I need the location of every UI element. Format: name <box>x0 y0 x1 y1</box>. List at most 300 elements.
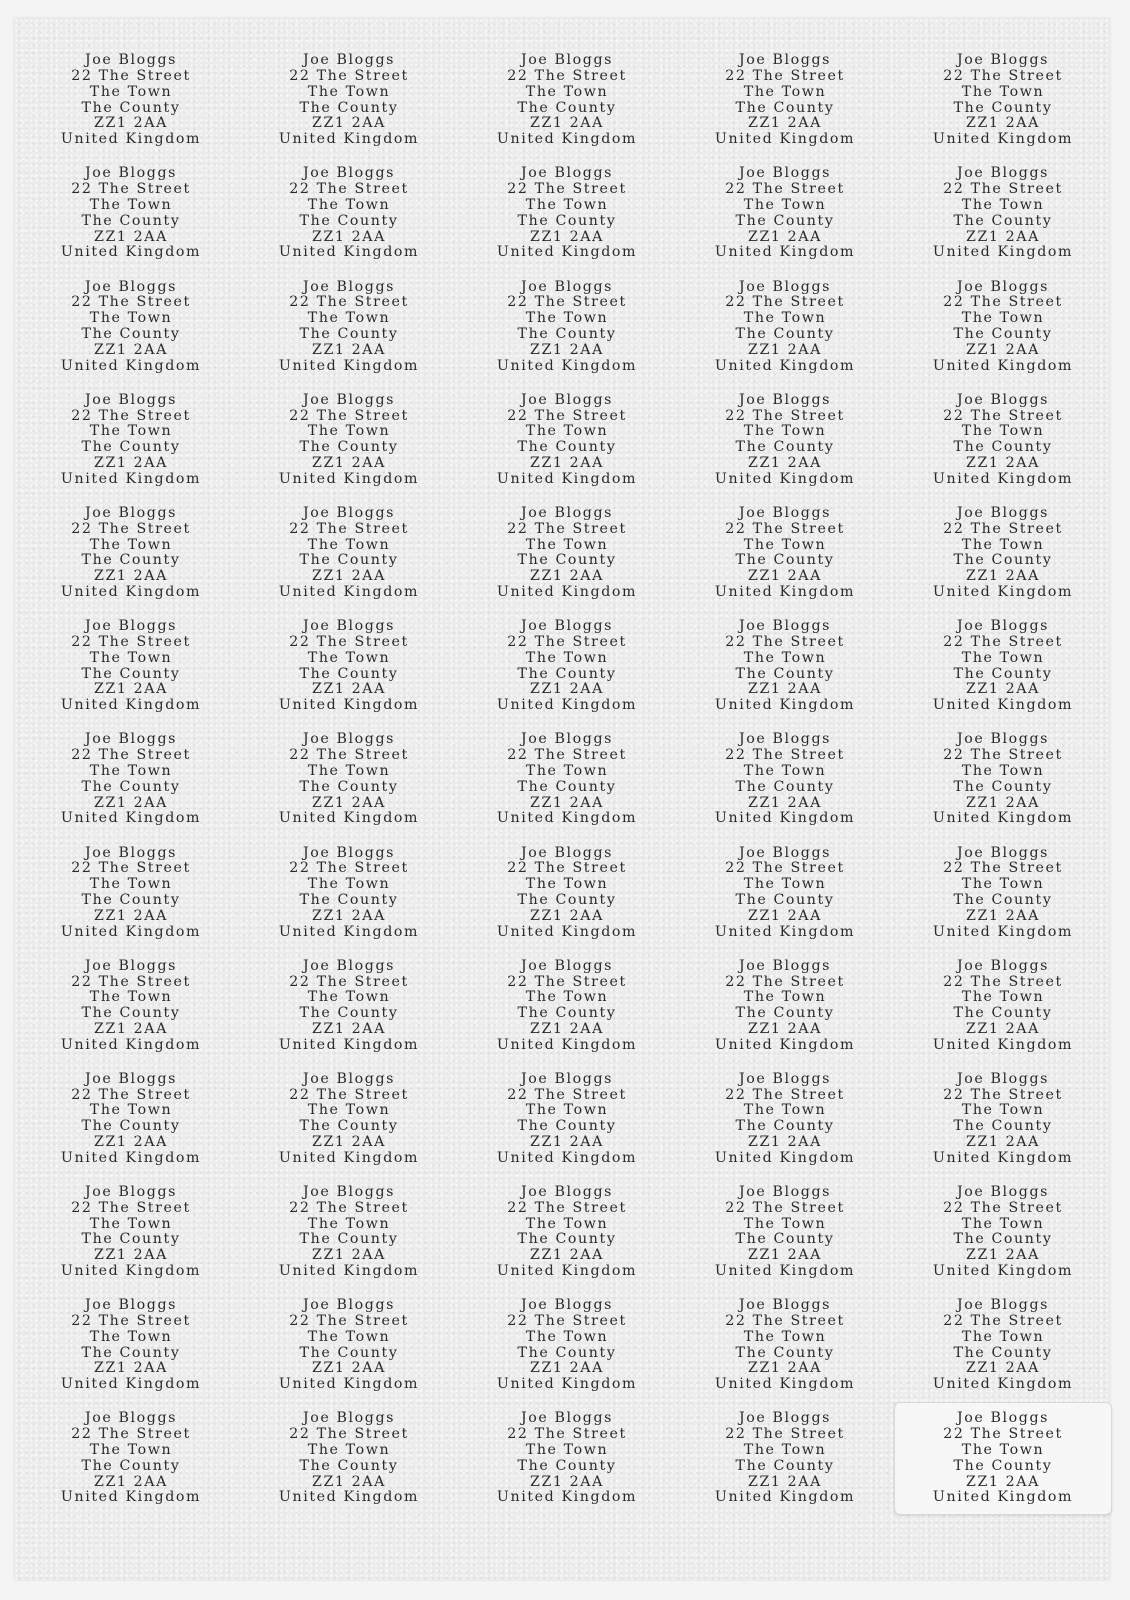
address-line: 22 The Street <box>725 68 845 84</box>
address-label <box>894 384 1112 497</box>
address-line: 22 The Street <box>289 973 409 990</box>
address-line: The Town <box>525 989 609 1006</box>
address-line: Joe Bloggs <box>302 391 396 408</box>
address-label <box>894 497 1112 610</box>
address-line: The County <box>735 778 835 795</box>
address-line: The County <box>81 552 181 569</box>
address-line: The County <box>517 1231 617 1248</box>
address-line: ZZ1 2AA <box>312 1360 386 1377</box>
address-label <box>894 723 1112 836</box>
address-line: Joe Bloggs <box>520 165 614 182</box>
address-line: United Kingdom <box>278 810 420 827</box>
address-line: The County <box>953 1005 1053 1022</box>
address-line: The County <box>299 1457 399 1474</box>
address-line: 22 The Street <box>507 1199 627 1216</box>
address-line: Joe Bloggs <box>84 165 178 182</box>
address-line: ZZ1 2AA <box>312 907 386 924</box>
address-line: The County <box>735 1457 835 1474</box>
address-line: United Kingdom <box>60 697 202 714</box>
address-line: The County <box>299 1344 399 1361</box>
address-line: United Kingdom <box>932 1263 1074 1280</box>
address-line: United Kingdom <box>60 131 202 148</box>
address-line: ZZ1 2AA <box>530 1020 604 1037</box>
address-label <box>22 1289 240 1402</box>
address-line: ZZ1 2AA <box>312 568 386 585</box>
address-line: 22 The Street <box>507 860 627 877</box>
address-line: 22 The Street <box>943 407 1063 424</box>
address-line: The Town <box>961 536 1045 553</box>
address-line: Joe Bloggs <box>84 1297 178 1314</box>
address-line: ZZ1 2AA <box>94 1473 168 1490</box>
address-line: The Town <box>525 762 609 779</box>
address-line: ZZ1 2AA <box>94 454 168 471</box>
address-line: 22 The Street <box>725 181 845 198</box>
address-line: The Town <box>961 1215 1045 1232</box>
address-line: The County <box>953 891 1053 908</box>
address-line: 22 The Street <box>725 1313 845 1330</box>
address-line: The County <box>299 1118 399 1135</box>
address-line: ZZ1 2AA <box>312 341 386 358</box>
address-line: United Kingdom <box>932 583 1074 600</box>
address-line: The Town <box>743 83 827 100</box>
address-line: 22 The Street <box>725 747 845 764</box>
address-line: The County <box>81 778 181 795</box>
address-line: The County <box>81 1344 181 1361</box>
address-line: ZZ1 2AA <box>748 1020 822 1037</box>
address-line: The Town <box>307 876 391 893</box>
address-line: 22 The Street <box>725 520 845 537</box>
address-line: The Town <box>743 762 827 779</box>
address-line: The County <box>735 1005 835 1022</box>
address-line: United Kingdom <box>60 244 202 261</box>
address-line: The Town <box>961 423 1045 440</box>
address-line: The Town <box>525 536 609 553</box>
address-line: 22 The Street <box>507 1313 627 1330</box>
address-label <box>676 1176 894 1289</box>
address-line: 22 The Street <box>289 1313 409 1330</box>
address-line: The Town <box>307 536 391 553</box>
address-line: The County <box>81 1457 181 1474</box>
address-line: The County <box>953 665 1053 682</box>
address-line: ZZ1 2AA <box>94 228 168 245</box>
address-line: 22 The Street <box>725 407 845 424</box>
address-line: 22 The Street <box>289 181 409 198</box>
address-line: The Town <box>307 1328 391 1345</box>
address-line: ZZ1 2AA <box>530 1473 604 1490</box>
address-line: Joe Bloggs <box>738 618 832 635</box>
address-line: ZZ1 2AA <box>530 568 604 585</box>
address-line: United Kingdom <box>60 810 202 827</box>
address-line: Joe Bloggs <box>738 504 832 521</box>
address-line: United Kingdom <box>496 810 638 827</box>
address-line: United Kingdom <box>714 810 856 827</box>
address-line: United Kingdom <box>714 131 856 148</box>
address-line: 22 The Street <box>71 294 191 311</box>
address-label <box>240 1289 458 1402</box>
address-line: Joe Bloggs <box>738 957 832 974</box>
address-line: United Kingdom <box>496 697 638 714</box>
address-line: ZZ1 2AA <box>530 907 604 924</box>
address-line: Joe Bloggs <box>84 618 178 635</box>
address-line: The County <box>953 1344 1053 1361</box>
address-line: ZZ1 2AA <box>312 681 386 698</box>
address-line: Joe Bloggs <box>738 731 832 748</box>
address-line: 22 The Street <box>71 407 191 424</box>
address-line: United Kingdom <box>278 1149 420 1166</box>
address-line: 22 The Street <box>289 633 409 650</box>
address-line: The County <box>299 891 399 908</box>
address-line: The County <box>299 1005 399 1022</box>
address-label <box>676 836 894 949</box>
address-line: United Kingdom <box>714 1376 856 1393</box>
address-line: ZZ1 2AA <box>966 1360 1040 1377</box>
address-label <box>894 1176 1112 1289</box>
address-label <box>22 950 240 1063</box>
address-line: United Kingdom <box>932 470 1074 487</box>
address-label <box>458 1289 676 1402</box>
address-line: ZZ1 2AA <box>312 794 386 811</box>
address-line: Joe Bloggs <box>520 844 614 861</box>
address-line: Joe Bloggs <box>84 278 178 295</box>
address-label <box>676 1063 894 1176</box>
address-line: The County <box>517 665 617 682</box>
address-line: United Kingdom <box>60 1036 202 1053</box>
address-line: United Kingdom <box>60 583 202 600</box>
address-line: United Kingdom <box>932 1036 1074 1053</box>
address-line: 22 The Street <box>71 181 191 198</box>
address-line: 22 The Street <box>507 294 627 311</box>
address-line: United Kingdom <box>278 357 420 374</box>
address-line: The Town <box>307 989 391 1006</box>
address-line: 22 The Street <box>71 747 191 764</box>
address-line: 22 The Street <box>289 1086 409 1103</box>
address-line: Joe Bloggs <box>84 731 178 748</box>
address-line: The Town <box>89 1328 173 1345</box>
address-line: The Town <box>961 196 1045 213</box>
address-line: The County <box>299 212 399 229</box>
address-label <box>22 44 240 157</box>
address-line: 22 The Street <box>507 181 627 198</box>
address-label <box>676 497 894 610</box>
address-line: Joe Bloggs <box>302 957 396 974</box>
address-line: 22 The Street <box>943 520 1063 537</box>
address-line: ZZ1 2AA <box>748 115 822 132</box>
address-label <box>240 157 458 270</box>
address-line: The County <box>299 778 399 795</box>
address-line: ZZ1 2AA <box>748 568 822 585</box>
address-line: The County <box>81 1005 181 1022</box>
address-label <box>458 384 676 497</box>
address-line: The Town <box>961 989 1045 1006</box>
address-line: 22 The Street <box>289 520 409 537</box>
address-line: 22 The Street <box>71 520 191 537</box>
address-line: The Town <box>961 1328 1045 1345</box>
address-line: ZZ1 2AA <box>748 1134 822 1151</box>
address-label <box>240 384 458 497</box>
address-line: Joe Bloggs <box>956 1070 1050 1087</box>
address-line: 22 The Street <box>289 1199 409 1216</box>
address-line: The Town <box>525 1442 609 1459</box>
address-line: The Town <box>307 83 391 100</box>
address-line: The Town <box>961 1442 1045 1459</box>
address-line: The Town <box>89 423 173 440</box>
address-line: ZZ1 2AA <box>748 454 822 471</box>
address-line: 22 The Street <box>71 973 191 990</box>
address-label <box>894 270 1112 383</box>
address-label <box>240 497 458 610</box>
address-label <box>458 610 676 723</box>
address-line: United Kingdom <box>496 923 638 940</box>
address-label <box>458 157 676 270</box>
address-line: United Kingdom <box>278 131 420 148</box>
address-line: United Kingdom <box>496 1489 638 1506</box>
address-line: The Town <box>89 762 173 779</box>
address-line: ZZ1 2AA <box>966 794 1040 811</box>
address-line: 22 The Street <box>725 633 845 650</box>
address-line: ZZ1 2AA <box>748 228 822 245</box>
address-line: Joe Bloggs <box>302 165 396 182</box>
address-label <box>240 44 458 157</box>
address-line: 22 The Street <box>507 520 627 537</box>
address-line: The County <box>735 552 835 569</box>
address-line: Joe Bloggs <box>738 165 832 182</box>
address-line: The Town <box>307 196 391 213</box>
address-line: The Town <box>743 310 827 327</box>
address-line: The Town <box>743 649 827 666</box>
address-label <box>676 950 894 1063</box>
address-line: Joe Bloggs <box>84 52 178 69</box>
address-line: ZZ1 2AA <box>966 681 1040 698</box>
address-line: 22 The Street <box>289 68 409 84</box>
address-line: United Kingdom <box>714 1489 856 1506</box>
address-line: 22 The Street <box>289 294 409 311</box>
address-line: The Town <box>525 196 609 213</box>
address-line: The County <box>299 1231 399 1248</box>
address-label <box>22 497 240 610</box>
address-line: United Kingdom <box>278 697 420 714</box>
address-label <box>894 1289 1112 1402</box>
address-line: United Kingdom <box>932 697 1074 714</box>
address-line: Joe Bloggs <box>520 1070 614 1087</box>
address-line: ZZ1 2AA <box>966 1473 1040 1490</box>
address-line: ZZ1 2AA <box>966 1134 1040 1151</box>
address-label <box>22 1176 240 1289</box>
address-line: United Kingdom <box>278 470 420 487</box>
address-line: United Kingdom <box>714 1263 856 1280</box>
address-line: Joe Bloggs <box>302 1070 396 1087</box>
address-line: Joe Bloggs <box>956 504 1050 521</box>
address-label <box>458 270 676 383</box>
address-line: The County <box>517 212 617 229</box>
address-line: Joe Bloggs <box>520 1184 614 1201</box>
address-line: ZZ1 2AA <box>530 341 604 358</box>
address-label <box>22 384 240 497</box>
address-line: The Town <box>743 1442 827 1459</box>
address-line: ZZ1 2AA <box>312 115 386 132</box>
address-line: United Kingdom <box>496 583 638 600</box>
address-line: The County <box>953 439 1053 456</box>
address-line: United Kingdom <box>932 1376 1074 1393</box>
address-line: ZZ1 2AA <box>94 1247 168 1264</box>
address-line: The County <box>81 1118 181 1135</box>
address-line: The County <box>953 1231 1053 1248</box>
address-line: Joe Bloggs <box>956 957 1050 974</box>
address-line: ZZ1 2AA <box>94 907 168 924</box>
address-line: The Town <box>89 1442 173 1459</box>
address-line: ZZ1 2AA <box>966 1020 1040 1037</box>
address-line: The Town <box>307 423 391 440</box>
address-line: ZZ1 2AA <box>530 1247 604 1264</box>
address-line: ZZ1 2AA <box>94 1020 168 1037</box>
address-line: United Kingdom <box>714 1036 856 1053</box>
address-line: The County <box>517 1118 617 1135</box>
address-line: The Town <box>525 876 609 893</box>
address-line: United Kingdom <box>278 1489 420 1506</box>
address-line: The Town <box>961 876 1045 893</box>
address-label <box>676 384 894 497</box>
address-label <box>240 1063 458 1176</box>
address-line: ZZ1 2AA <box>94 681 168 698</box>
address-line: ZZ1 2AA <box>94 1360 168 1377</box>
address-line: United Kingdom <box>60 1376 202 1393</box>
address-line: Joe Bloggs <box>956 52 1050 69</box>
address-line: ZZ1 2AA <box>94 115 168 132</box>
address-line: The County <box>735 439 835 456</box>
address-line: ZZ1 2AA <box>748 1247 822 1264</box>
address-label <box>458 723 676 836</box>
address-line: ZZ1 2AA <box>312 1134 386 1151</box>
address-line: The County <box>81 212 181 229</box>
address-line: The Town <box>89 989 173 1006</box>
address-line: United Kingdom <box>60 357 202 374</box>
address-line: 22 The Street <box>943 1199 1063 1216</box>
address-line: 22 The Street <box>943 294 1063 311</box>
address-line: Joe Bloggs <box>302 1410 396 1427</box>
address-line: 22 The Street <box>943 68 1063 84</box>
address-line: United Kingdom <box>496 1149 638 1166</box>
address-line: The County <box>81 439 181 456</box>
address-line: Joe Bloggs <box>738 1297 832 1314</box>
address-line: ZZ1 2AA <box>966 907 1040 924</box>
address-label <box>458 1176 676 1289</box>
address-label <box>22 1063 240 1176</box>
address-line: 22 The Street <box>71 1426 191 1443</box>
address-label <box>458 1063 676 1176</box>
address-line: ZZ1 2AA <box>94 1134 168 1151</box>
address-line: Joe Bloggs <box>738 278 832 295</box>
address-line: Joe Bloggs <box>738 1184 832 1201</box>
address-line: The Town <box>525 83 609 100</box>
address-label <box>240 610 458 723</box>
address-line: Joe Bloggs <box>520 391 614 408</box>
address-line: The Town <box>89 83 173 100</box>
address-line: ZZ1 2AA <box>312 454 386 471</box>
address-line: The County <box>81 665 181 682</box>
address-line: Joe Bloggs <box>738 1070 832 1087</box>
address-line: ZZ1 2AA <box>530 1134 604 1151</box>
address-line: United Kingdom <box>932 131 1074 148</box>
address-line: Joe Bloggs <box>302 1184 396 1201</box>
address-line: 22 The Street <box>725 294 845 311</box>
address-line: United Kingdom <box>278 1376 420 1393</box>
address-line: 22 The Street <box>725 1199 845 1216</box>
address-line: 22 The Street <box>507 1086 627 1103</box>
address-label <box>676 1402 894 1515</box>
address-line: 22 The Street <box>725 973 845 990</box>
address-line: 22 The Street <box>943 181 1063 198</box>
address-line: ZZ1 2AA <box>312 1473 386 1490</box>
address-line: ZZ1 2AA <box>748 1473 822 1490</box>
address-line: Joe Bloggs <box>84 504 178 521</box>
address-line: United Kingdom <box>60 1149 202 1166</box>
address-line: Joe Bloggs <box>84 1184 178 1201</box>
address-line: United Kingdom <box>278 1036 420 1053</box>
address-line: Joe Bloggs <box>302 1297 396 1314</box>
address-label <box>240 723 458 836</box>
address-line: ZZ1 2AA <box>966 454 1040 471</box>
address-line: 22 The Street <box>507 407 627 424</box>
address-label <box>240 950 458 1063</box>
address-line: 22 The Street <box>943 1426 1063 1443</box>
address-line: Joe Bloggs <box>302 504 396 521</box>
address-line: 22 The Street <box>71 860 191 877</box>
address-line: Joe Bloggs <box>956 731 1050 748</box>
address-line: 22 The Street <box>943 1086 1063 1103</box>
address-line: United Kingdom <box>714 583 856 600</box>
address-line: ZZ1 2AA <box>748 341 822 358</box>
address-line: 22 The Street <box>943 747 1063 764</box>
address-line: The Town <box>743 876 827 893</box>
address-label <box>894 157 1112 270</box>
address-line: United Kingdom <box>496 1263 638 1280</box>
address-line: Joe Bloggs <box>520 278 614 295</box>
address-line: The Town <box>525 310 609 327</box>
address-line: ZZ1 2AA <box>530 454 604 471</box>
address-line: The County <box>953 1457 1053 1474</box>
address-line: 22 The Street <box>943 1313 1063 1330</box>
address-line: The Town <box>961 1102 1045 1119</box>
address-line: ZZ1 2AA <box>748 794 822 811</box>
address-line: The County <box>517 778 617 795</box>
address-line: The County <box>299 325 399 342</box>
address-line: Joe Bloggs <box>520 1297 614 1314</box>
address-line: The Town <box>525 649 609 666</box>
address-line: The Town <box>307 649 391 666</box>
address-line: United Kingdom <box>278 244 420 261</box>
address-line: Joe Bloggs <box>956 844 1050 861</box>
address-line: Joe Bloggs <box>520 1410 614 1427</box>
address-line: The County <box>735 1344 835 1361</box>
address-line: 22 The Street <box>507 747 627 764</box>
address-line: Joe Bloggs <box>84 1070 178 1087</box>
address-line: Joe Bloggs <box>520 52 614 69</box>
address-line: Joe Bloggs <box>738 1410 832 1427</box>
address-line: United Kingdom <box>60 470 202 487</box>
address-line: The County <box>517 1457 617 1474</box>
address-line: Joe Bloggs <box>520 731 614 748</box>
address-line: ZZ1 2AA <box>748 907 822 924</box>
address-line: The Town <box>743 1102 827 1119</box>
address-line: United Kingdom <box>496 131 638 148</box>
address-line: The Town <box>961 649 1045 666</box>
address-line: 22 The Street <box>507 1426 627 1443</box>
address-line: The Town <box>89 196 173 213</box>
address-line: United Kingdom <box>278 1263 420 1280</box>
address-line: 22 The Street <box>725 860 845 877</box>
address-line: The County <box>299 665 399 682</box>
address-line: Joe Bloggs <box>84 844 178 861</box>
address-line: United Kingdom <box>60 1263 202 1280</box>
